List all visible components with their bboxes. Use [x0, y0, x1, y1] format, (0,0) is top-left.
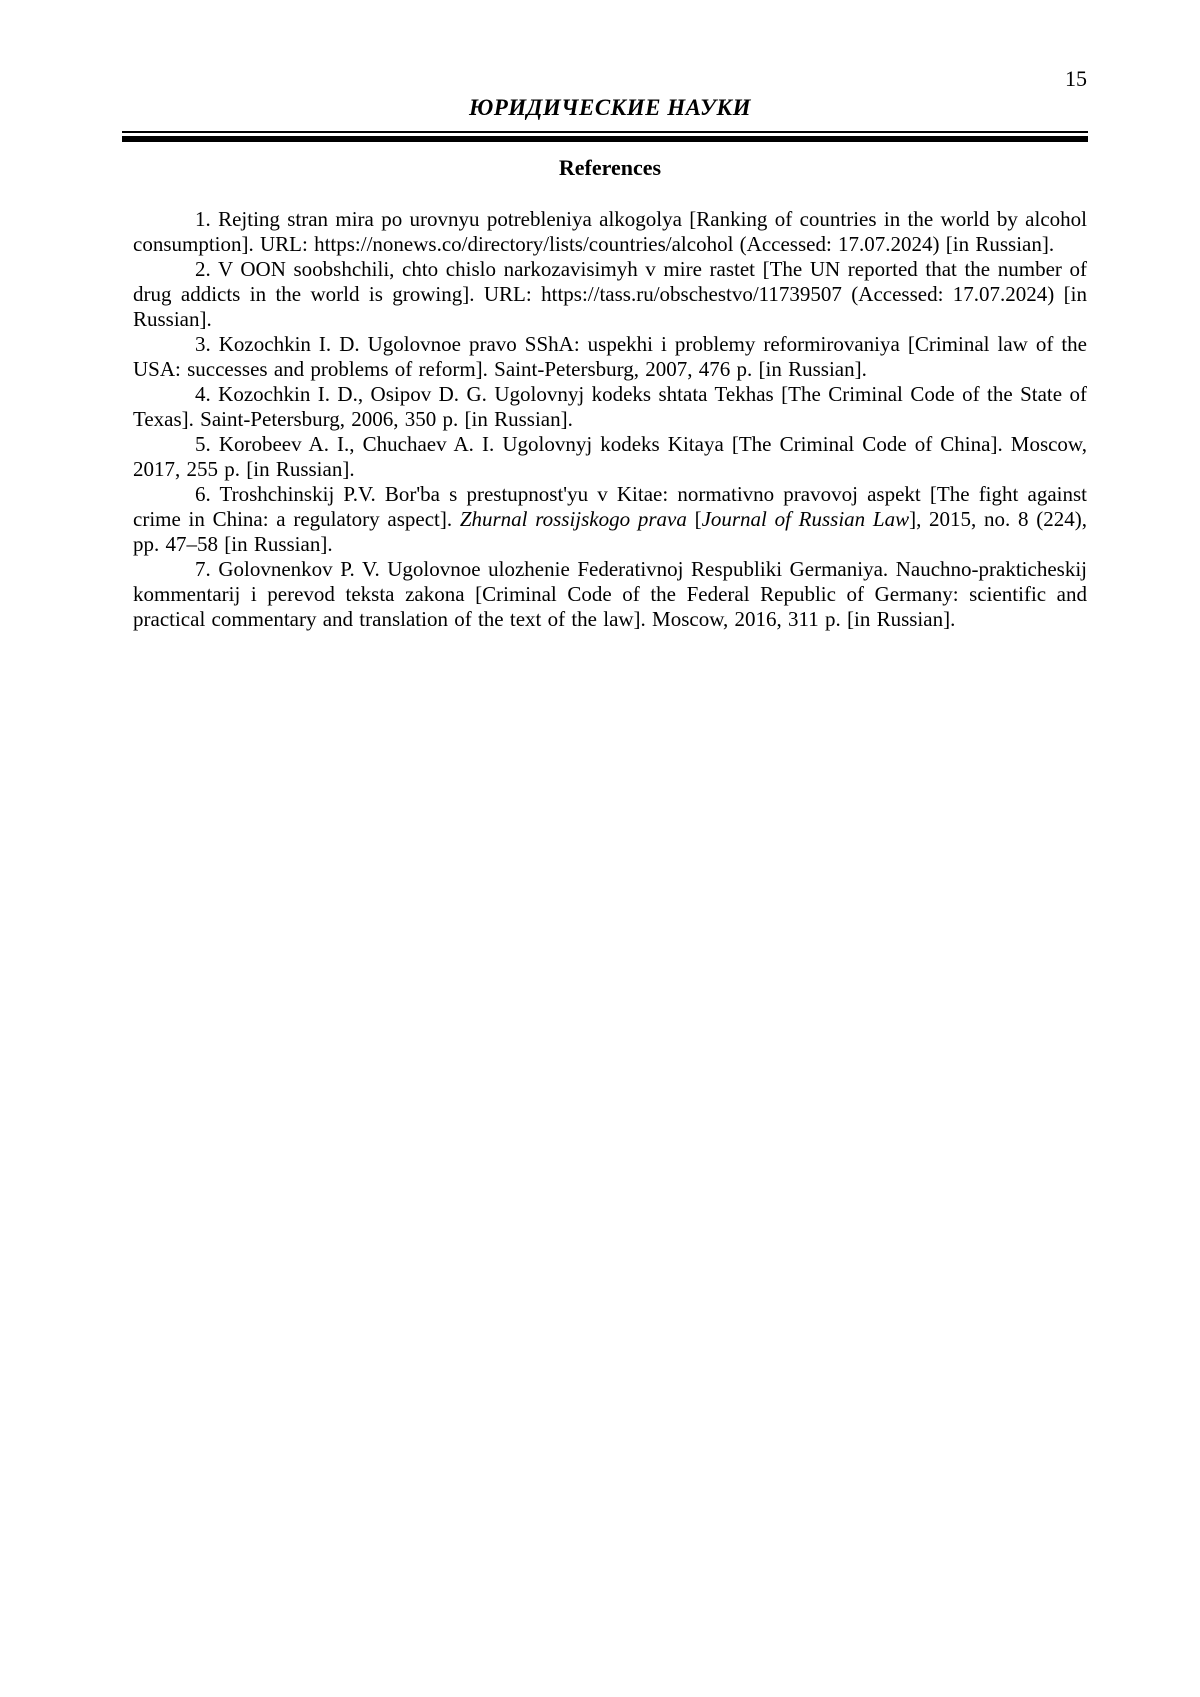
- reference-text-segment: 5. Korobeev A. I., Chuchaev A. I. Ugolovnyj kodeks Kitaya [The Criminal Code of China]. Moscow, 2017, 255 p. [in Russian].: [133, 432, 1087, 481]
- page-number: 15: [1065, 66, 1087, 91]
- reference-text-segment: 4. Kozochkin I. D., Osipov D. G. Ugolovnyj kodeks shtata Tekhas [The Criminal Code of the State of Texas]. Saint-Petersburg, 2006, 350 p. [in Russian].: [133, 382, 1087, 431]
- reference-item: [133, 332, 1087, 382]
- reference-item: [133, 207, 1087, 257]
- references-heading: References: [558, 155, 662, 180]
- reference-item: [133, 557, 1087, 632]
- reference-text-segment: ], 2015, no. 8 (224), pp. 47–58 [in Russian].: [133, 507, 1087, 556]
- reference-item: [133, 382, 1087, 432]
- reference-text-segment: [: [686, 507, 702, 531]
- running-head: ЮРИДИЧЕСКИЕ НАУКИ: [468, 95, 752, 120]
- reference-text-segment: Zhurnal rossijskogo prava: [459, 507, 687, 531]
- reference-item: [133, 482, 1087, 557]
- reference-item: [133, 432, 1087, 482]
- reference-text-segment: 6. Troshchinskij P.V. Bor'ba s prestupnost'yu v Kitae: normativno pravovoj aspekt [The fight against crime in China: a regulatory aspect].: [133, 482, 1087, 531]
- reference-item: [133, 257, 1087, 332]
- page-content-area: [133, 0, 1087, 632]
- references-list: [133, 207, 1087, 632]
- header-double-rule: [122, 131, 1088, 142]
- reference-text-segment: 3. Kozochkin I. D. Ugolovnoe pravo SShA: uspekhi i problemy reformirovaniya [Criminal law of the USA: successes and problems of reform]. Saint-Petersburg, 2007, 476 p. [in Russian].: [133, 332, 1087, 381]
- reference-text-segment: 7. Golovnenkov P. V. Ugolovnoe ulozhenie Federativnoj Respubliki Germaniya. Nauchno-prakticheskij kommentarij i perevod teksta zakona [Criminal Code of the Federal Republic of Germany: scientific and practical commentary and translation of the text of the law]. Moscow, 2016, 311 p. [in Russian].: [133, 557, 1087, 631]
- reference-text-segment: 1. Rejting stran mira po urovnyu potrebleniya alkogolya [Ranking of countries in the world by alcohol consumption]. URL: https://nonews.co/directory/lists/countries/alcohol (Accessed: 17.07.2024) [in Russian].: [133, 207, 1087, 256]
- reference-text-segment: Journal of Russian Law: [701, 507, 910, 531]
- reference-text-segment: 2. V OON soobshchili, chto chislo narkozavisimyh v mire rastet [The UN reported that the number of drug addicts in the world is growing]. URL: https://tass.ru/obschestvo/11739507 (Accessed: 17.07.2024) [in Russian].: [133, 257, 1087, 331]
